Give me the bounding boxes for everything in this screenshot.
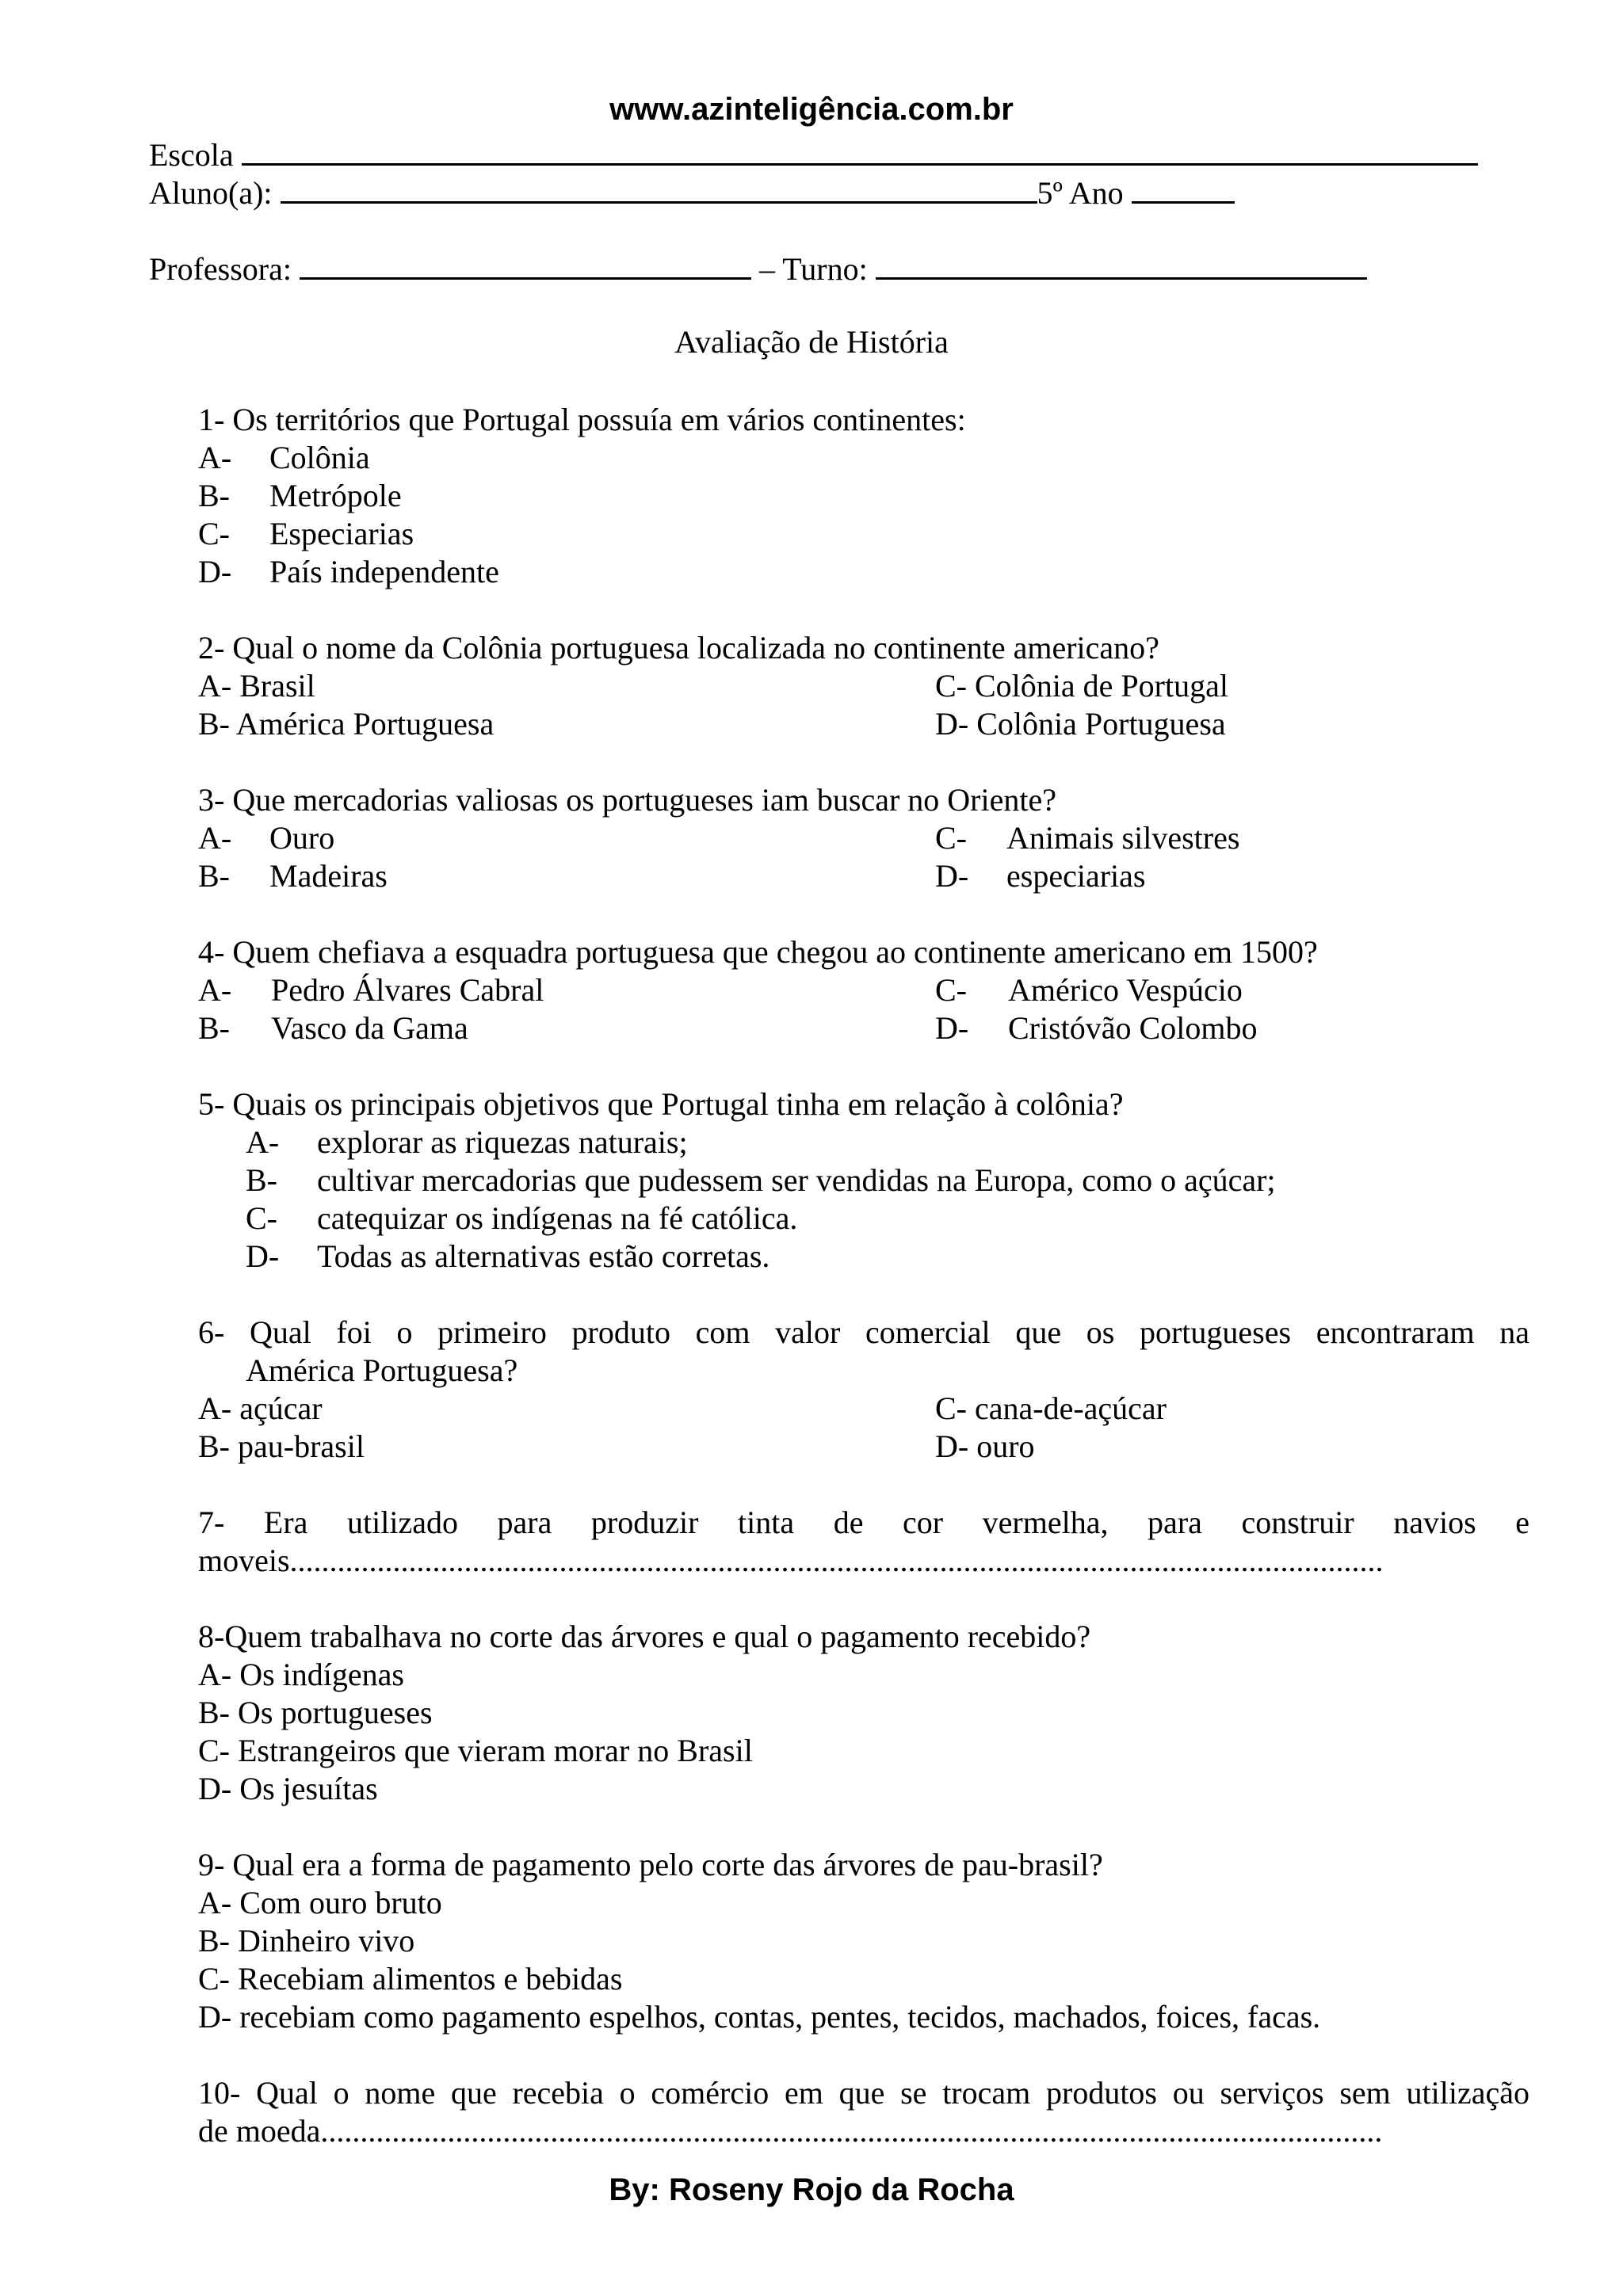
- option-4a[interactable]: A- Pedro Álvares Cabral: [198, 972, 544, 1008]
- question-6-line1: 6- Qual foi o primeiro produto com valor comercial que os portugueses encontraram na: [198, 1314, 1529, 1350]
- option-2b[interactable]: B- América Portuguesa: [198, 706, 495, 742]
- option-4c[interactable]: C- Américo Vespúcio: [935, 972, 1243, 1008]
- teacher-field: [149, 250, 1367, 288]
- grade-blank[interactable]: [1132, 174, 1235, 204]
- option-6b[interactable]: B- pau-brasil: [198, 1428, 365, 1464]
- option-5d[interactable]: D- Todas as alternativas estão corretas.: [246, 1238, 770, 1274]
- page-title: Avaliação de História: [674, 324, 949, 360]
- question-6-line2: América Portuguesa?: [246, 1352, 518, 1388]
- question-7-line1: 7- Era utilizado para produzir tinta de cor vermelha, para construir navios e: [198, 1505, 1529, 1540]
- option-4b[interactable]: B- Vasco da Gama: [198, 1010, 468, 1046]
- option-1c[interactable]: C- Especiarias: [198, 516, 414, 551]
- option-9c[interactable]: C- Recebiam alimentos e bebidas: [198, 1961, 623, 1997]
- question-1: 1- Os territórios que Portugal possuía em vários continentes:: [198, 402, 966, 437]
- grade-label: 5º Ano: [1037, 175, 1124, 211]
- option-3d[interactable]: D- especiarias: [935, 858, 1146, 894]
- school-blank[interactable]: [242, 136, 1478, 166]
- option-3a[interactable]: A- Ouro: [198, 820, 335, 856]
- teacher-label: Professora:: [149, 251, 292, 287]
- option-4d[interactable]: D- Cristóvão Colombo: [935, 1010, 1258, 1046]
- question-7-answer-line[interactable]: moveis..........................................................................................................................................: [198, 1543, 1384, 1578]
- question-10-answer-line[interactable]: de moeda......................................................................................................................................: [198, 2113, 1383, 2149]
- shift-label: – Turno:: [758, 251, 868, 287]
- question-9: 9- Qual era a forma de pagamento pelo corte das árvores de pau-brasil?: [198, 1847, 1103, 1882]
- option-6d[interactable]: D- ouro: [935, 1428, 1035, 1464]
- question-10-line1: 10- Qual o nome que recebia o comércio em que se trocam produtos ou serviços sem utilização: [198, 2075, 1529, 2111]
- option-9a[interactable]: A- Com ouro bruto: [198, 1885, 442, 1920]
- option-1a[interactable]: A- Colônia: [198, 440, 370, 475]
- question-5: 5- Quais os principais objetivos que Portugal tinha em relação à colônia?: [198, 1086, 1124, 1122]
- option-3b[interactable]: B- Madeiras: [198, 858, 388, 894]
- option-9d[interactable]: D- recebiam como pagamento espelhos, contas, pentes, tecidos, machados, foices, facas.: [198, 1999, 1321, 2035]
- option-5a[interactable]: A- explorar as riquezas naturais;: [246, 1124, 688, 1160]
- option-2d[interactable]: D- Colônia Portuguesa: [935, 706, 1226, 742]
- option-1b[interactable]: B- Metrópole: [198, 478, 402, 513]
- option-5c[interactable]: C- catequizar os indígenas na fé católica.: [246, 1200, 798, 1236]
- student-field: [149, 174, 1235, 212]
- option-8a[interactable]: A- Os indígenas: [198, 1657, 404, 1692]
- option-8b[interactable]: B- Os portugueses: [198, 1695, 433, 1730]
- author-footer: By: Roseny Rojo da Rocha: [609, 2172, 1014, 2207]
- student-blank[interactable]: [281, 174, 1037, 204]
- option-2c[interactable]: C- Colônia de Portugal: [935, 668, 1228, 704]
- option-3c[interactable]: C- Animais silvestres: [935, 820, 1240, 856]
- teacher-blank[interactable]: [300, 250, 751, 280]
- option-2a[interactable]: A- Brasil: [198, 668, 315, 704]
- school-label: Escola: [149, 137, 234, 173]
- website-header: www.azinteligência.com.br: [609, 92, 1014, 127]
- student-label: Aluno(a):: [149, 175, 273, 211]
- option-6a[interactable]: A- açúcar: [198, 1390, 323, 1426]
- option-9b[interactable]: B- Dinheiro vivo: [198, 1923, 415, 1958]
- option-1d[interactable]: D- País independente: [198, 554, 499, 589]
- school-field: [149, 136, 1478, 174]
- option-8c[interactable]: C- Estrangeiros que vieram morar no Brasil: [198, 1733, 753, 1768]
- shift-blank[interactable]: [876, 250, 1367, 280]
- option-6c[interactable]: C- cana-de-açúcar: [935, 1390, 1167, 1426]
- option-5b[interactable]: B- cultivar mercadorias que pudessem ser vendidas na Europa, como o açúcar;: [246, 1162, 1276, 1198]
- question-2: 2- Qual o nome da Colônia portuguesa localizada no continente americano?: [198, 630, 1159, 666]
- option-8d[interactable]: D- Os jesuítas: [198, 1771, 378, 1806]
- question-4: 4- Quem chefiava a esquadra portuguesa que chegou ao continente americano em 1500?: [198, 934, 1318, 970]
- question-3: 3- Que mercadorias valiosas os portugueses iam buscar no Oriente?: [198, 782, 1056, 818]
- question-8: 8-Quem trabalhava no corte das árvores e qual o pagamento recebido?: [198, 1619, 1091, 1654]
